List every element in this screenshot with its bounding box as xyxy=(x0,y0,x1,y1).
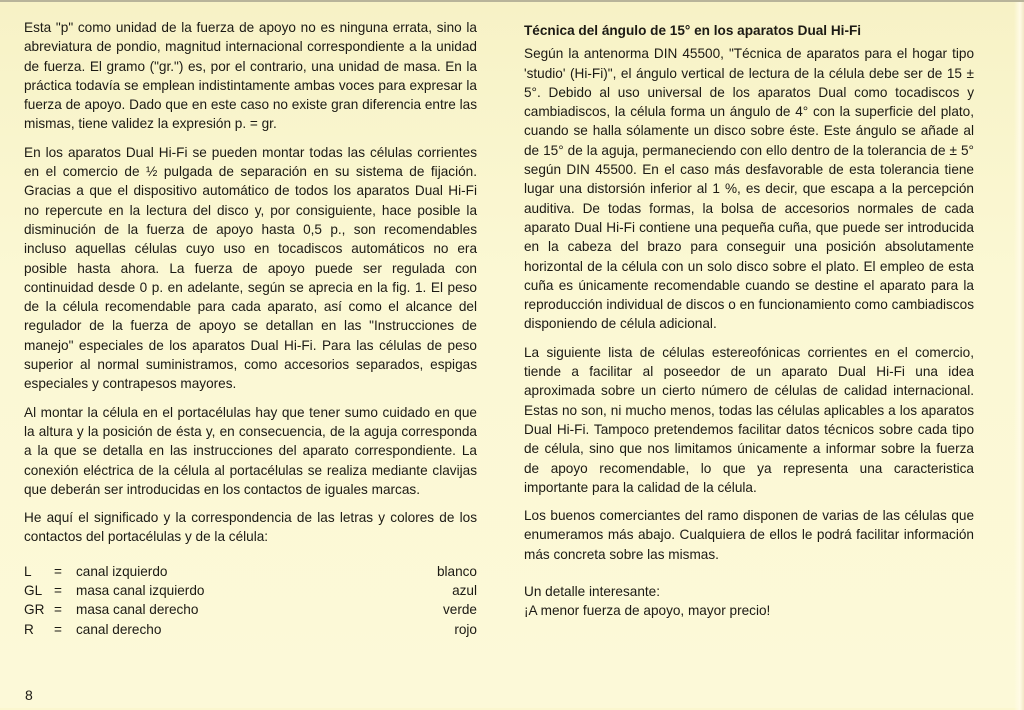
legend-description: masa canal izquierdo xyxy=(76,583,205,599)
note-text: ¡A menor fuerza de apoyo, mayor precio! xyxy=(524,603,771,619)
page-edge xyxy=(1014,2,1024,710)
legend-equals: = xyxy=(54,621,62,637)
legend-equals: = xyxy=(54,602,62,618)
paragraph-portacelulas: Al montar la célula en el portacélulas hay que tener sumo cuidado en que la altura y la posición de ésta y, en consecuencia, de la aguja corresponda a la que se detalla en las instrucciones del aparato correspondiente. La conexión eléctrica de la célula al portacélulas se realiza mediante clavijas que deberán ser introducidas en los contactos de iguales marcas. xyxy=(24,404,477,497)
legend-code: GR xyxy=(24,602,45,618)
legend-code: L xyxy=(24,563,32,579)
page-number: 8 xyxy=(25,687,33,703)
legend-row xyxy=(24,581,477,600)
legend-description: canal derecho xyxy=(76,621,162,637)
legend-color: blanco xyxy=(436,563,477,579)
legend-row xyxy=(24,562,477,581)
legend-description: canal izquierdo xyxy=(76,563,168,579)
paragraph-comerciantes: Los buenos comerciantes del ramo disponen de varias de las células que enumeramos más abajo. Cualquiera de ellos le podrá facilitar información más concreta sobre las mismas. xyxy=(524,508,974,562)
paragraph-lista-celulas: La siguiente lista de células estereofónicas corrientes en el comercio, tiende a facilitar al poseedor de un aparato Dual Hi-Fi una idea aproximada sobre un cierto número de células de calidad internacional. Estas no son, ni mucho menos, todas las células aplicables a los aparatos Dual Hi-Fi. Tampoco pretendemos facilitar datos técnicos sobre cada tipo de célula, sino que nos limitamos únicamente a informar sobre la fuerza de apoyo recomendable, lo que ya representa una caracteristica importante para la calidad de la célula. xyxy=(524,344,974,495)
legend-description: masa canal derecho xyxy=(76,602,199,618)
legend-color: azul xyxy=(452,583,477,599)
paragraph-legend-intro: He aquí el significado y la correspondencia de las letras y colores de los contactos del portacélulas y de la célula: xyxy=(24,510,477,545)
legend-equals: = xyxy=(54,583,62,599)
paragraph-pondio: Esta "p" como unidad de la fuerza de apoyo no es ninguna errata, sino la abreviatura de pondio, magnitud internacional correspondiente a la unidad de fuerza. El gramo ("gr.") es, por el contrario, una unidad de masa. En la práctica todavía se emplean indistintamente ambas voces para expresar la fuerza de apoyo. Dado que en este caso no existe gran diferencia entre las mismas, tiene validez la expresión p. = gr. xyxy=(24,20,477,132)
legend-color: verde xyxy=(442,602,477,618)
legend-row xyxy=(24,600,477,619)
note-intro: Un detalle interesante: xyxy=(524,584,661,600)
paragraph-angulo-15: Según la antenorma DIN 45500, "Técnica de aparatos para el hogar tipo 'studio' (Hi-Fi)", el ángulo vertical de lectura de la célula debe ser de 15 ± 5°. Debido al uso universal de los aparatos Dual como tocadiscos y cambiadiscos, la célula forma un ángulo de 4° con la superficie del plato, cuando se halla sólamente un disco sobre éste. Este ángulo se añade al de 15° de la aguja, permaneciendo con ello dentro de la tolerancia de ± 5° según DIN 45500. En el caso más desfavorable de esta tolerancia tiene lugar una distorsión inferior al 1 %, es decir, que escapa a la percepción auditiva. De todas formas, la bolsa de accesorios normales de cada aparato Dual Hi-Fi contiene una pequeña cuña, que puede ser introducida en la cabeza del brazo para conseguir una posición absolutamente horizontal de la célula con un solo disco sobre el plato. El empleo de esta cuña es únicamente recomendable cuando se destine el aparato para la reproducción individual de discos o en funcionamiento como cambiadiscos disponiendo de célula adicional. xyxy=(524,46,974,332)
legend-code: R xyxy=(24,621,34,637)
paragraph-montaje-celulas: En los aparatos Dual Hi-Fi se pueden montar todas las células corrientes en el comercio de ½ pulgada de separación en su sistema de fijación. Gracias a que el dispositivo automático de todos los aparatos Dual Hi-Fi no repercute en la lectura del disco y, por consiguiente, hace posible la disminución de la fuerza de apoyo hasta 0,5 p., son recomendables incluso aquellas células cuyo uso en tocadiscos automáticos no era posible hasta ahora. La fuerza de apoyo puede ser regulada con continuidad desde 0 p. en adelante, según se aprecia en la fig. 1. El peso de la célula recomendable para cada aparato, así como el alcance del regulador de la fuerza de apoyo se detallan en las "Instrucciones de manejo" especiales de los aparatos Dual Hi-Fi. Para las células de peso superior al normal suministramos, como accesorios separados, espigas especiales y contrapesos mayores. xyxy=(24,144,477,392)
contact-color-legend xyxy=(24,562,477,639)
legend-row xyxy=(24,620,477,639)
legend-equals: = xyxy=(54,563,62,579)
legend-color: rojo xyxy=(454,621,477,637)
section-heading: Técnica del ángulo de 15° en los aparatos Dual Hi-Fi xyxy=(524,23,862,38)
legend-code: GL xyxy=(24,583,43,599)
left-column xyxy=(24,18,477,639)
right-column xyxy=(524,21,974,621)
